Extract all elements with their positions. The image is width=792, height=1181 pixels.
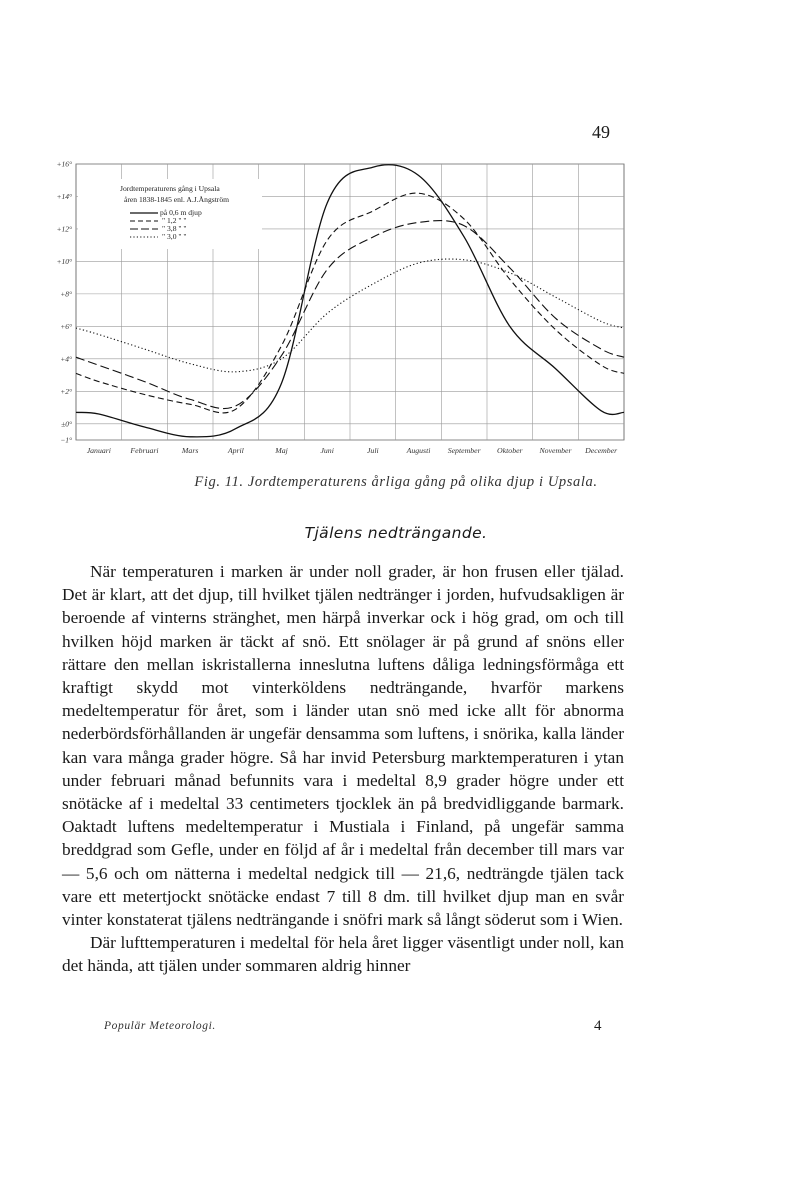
temperature-chart xyxy=(40,150,640,466)
y-tick-label: +2° xyxy=(60,386,72,396)
legend-entry-1: på 0,6 m djup xyxy=(160,208,202,217)
y-tick-label: +4° xyxy=(60,354,72,364)
y-tick-labels xyxy=(56,160,72,445)
month-label: September xyxy=(447,446,481,455)
y-tick-label: +16° xyxy=(56,159,72,169)
y-tick-label: ±0° xyxy=(61,419,72,429)
month-label: November xyxy=(539,446,572,455)
month-label: Mars xyxy=(181,446,199,455)
legend-entry-3: " 3,8 " " xyxy=(162,224,187,233)
month-label: December xyxy=(585,446,618,455)
y-tick-label: +6° xyxy=(60,321,72,331)
figure-caption: Fig. 11. Jordtemperaturens årliga gång på olika djup i Upsala. xyxy=(194,474,598,490)
body-paragraph-1: När temperaturen i marken är under noll grader, är hon frusen eller tjälad. Det är klart, att det djup, till hvilket tjälen nedtränger i jorden, hufvudsakligen är beroende af vinterns stränghet, men härpå inverkar ock i hög grad, om och till hvilken höjd marken är täckt af snö. Ett snölager är på grund af snöns eller rättare den mellan iskristallerna inneslutna luftens dåliga ledningsförmåga ett kraftigt skydd mot vinterköldens nedträngande, hvarför markens medeltemperatur för året, som i länder utan snö med icke allt för abnorma nederbördsförhållanden är ungefär densamma som luftens, i snörika, kalla länder kan vara många grader högre. Så har invid Petersburg marktemperaturen i ytan under februari månad befunnits vara i medeltal 8,9 grader högre under ett snötäcke af i medeltal 33 centimeters tjocklek än på bredvidliggande barmark. Oaktadt luftens medeltemperatur i Mustiala i Finland, på ungefär samma breddgrad som Gefle, under en följd af år i medeltal från december till mars var — 5,6 och om nätterna i medeltal nedgick till — 21,6, nedträngde tjälen tack vare ett metertjockt snötäcke endast 7 till 8 dm. till hvilket djup man en svår vinter konstaterat tjälens nedträngande i snöfri mark så långt söderut som i Wien. xyxy=(62,562,624,930)
page-number: 49 xyxy=(592,122,610,142)
month-label: Augusti xyxy=(406,446,431,455)
month-label: Maj xyxy=(275,446,288,455)
y-tick-label: +8° xyxy=(60,289,72,299)
y-tick-label: +14° xyxy=(56,191,72,201)
legend-entry-4: " 3,0 " " xyxy=(162,232,187,241)
footer-book-title: Populär Meteorologi. xyxy=(104,1020,216,1032)
section-heading: Tjälens nedträngande. xyxy=(304,524,488,542)
y-tick-label: +10° xyxy=(56,256,72,266)
legend-entry-2: " 1,2 " " xyxy=(162,216,187,225)
y-tick-label: −1° xyxy=(60,435,72,445)
legend-title-line2: åren 1838-1845 enl. A.J.Ångström xyxy=(124,195,230,204)
month-label: Februari xyxy=(130,446,159,455)
month-label: April xyxy=(227,446,244,455)
footer-signature: 4 xyxy=(594,1018,602,1034)
body-text xyxy=(62,560,624,978)
month-label: Juli xyxy=(366,446,379,455)
legend-title-line1: Jordtemperaturens gång i Upsala xyxy=(120,184,220,193)
month-label: Juni xyxy=(320,446,334,455)
chart-legend xyxy=(78,179,262,249)
y-tick-label: +12° xyxy=(56,224,72,234)
month-labels xyxy=(87,446,618,455)
body-paragraph-2: Där lufttemperaturen i medeltal för hela året ligger väsentligt under noll, kan det hända, att tjälen under sommaren aldrig hinner xyxy=(62,933,624,976)
month-label: Januari xyxy=(86,446,111,455)
month-label: Oktober xyxy=(497,446,523,455)
